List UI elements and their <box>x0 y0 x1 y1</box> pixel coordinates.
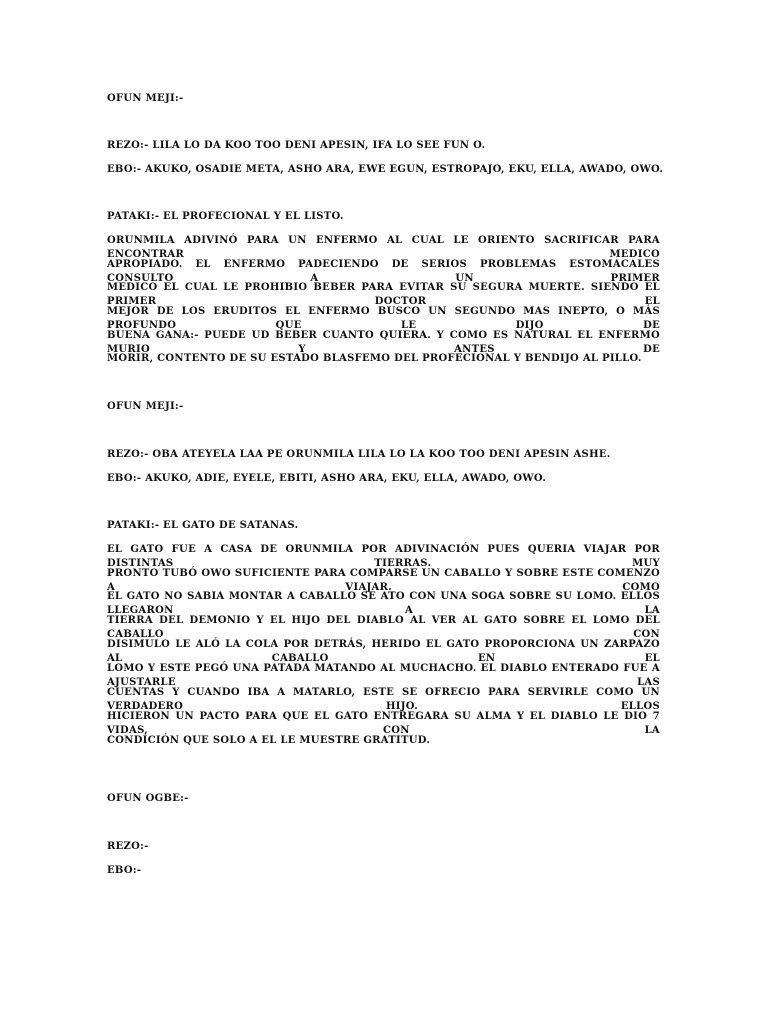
pataki-line: CONDICIÓN QUE SOLO A EL LE MUESTRE GRATITUD. <box>107 735 431 746</box>
pataki-line: LOMO Y ESTE PEGÓ UNA PATADA MATANDO AL MUCHACHO. EL DIABLO ENTERADO FUE A AJUSTARLE LAS <box>107 663 660 688</box>
pataki-line: DISIMULO LE ALÓ LA COLA POR DETRÁS, HERIDO EL GATO PROPORCIONA UN ZARPAZO AL CABALLO EN EL <box>107 639 660 664</box>
pataki-line: MEDICO EL CUAL LE PROHIBIO BEBER PARA EVITAR SU SEGURA MUERTE. SIENDO EL PRIMER DOCTOR EL <box>107 282 660 307</box>
rezo-line: REZO:- LILA LO DA KOO TOO DENI APESIN, IFA LO SEE FUN O. <box>107 140 486 151</box>
pataki-title: PATAKI:- EL GATO DE SATANAS. <box>107 520 299 531</box>
ebo-line: EBO:- AKUKO, ADIE, EYELE, EBITI, ASHO ARA, EKU, ELLA, AWADO, OWO. <box>107 473 547 484</box>
pataki-line: APROPIADO. EL ENFERMO PADECIENDO DE SERIOS PROBLEMAS ESTOMACALES CONSULTO A UN PRIMER <box>107 259 660 284</box>
pataki-title: PATAKI:- EL PROFECIONAL Y EL LISTO. <box>107 211 344 222</box>
pataki-line: CUENTAS Y CUANDO IBA A MATARLO, ESTE SE OFRECIO PARA SERVIRLE COMO UN VERDADERO HIJO. ELLOS <box>107 687 660 712</box>
rezo-line: REZO:- <box>107 841 149 852</box>
pataki-line: HICIERON UN PACTO PARA QUE EL GATO ENTREGARA SU ALMA Y EL DIABLO LE DIO 7 VIDAS, CON LA <box>107 711 660 736</box>
ebo-line: EBO:- AKUKO, OSADIE META, ASHO ARA, EWE EGUN, ESTROPAJO, EKU, ELLA, AWADO, OWO. <box>107 164 664 175</box>
ebo-line: EBO:- <box>107 865 142 876</box>
pataki-line: MORIR, CONTENTO DE SU ESTADO BLASFEMO DEL PROFECIONAL Y BENDIJO AL PILLO. <box>107 353 642 364</box>
pataki-line: BUENA GANA:- PUEDE UD BEBER CUANTO QUIERA. Y COMO ES NATURAL EL ENFERMO MURIO Y ANTES DE <box>107 330 660 355</box>
pataki-line: EL GATO NO SABIA MONTAR A CABALLO SE ATO CON UNA SOGA SOBRE SU LOMO. ELLOS LLEGARON A LA <box>107 591 660 616</box>
pataki-line: ORUNMILA ADIVINÓ PARA UN ENFERMO AL CUAL LE ORIENTO SACRIFICAR PARA ENCONTRAR MEDICO <box>107 235 660 260</box>
section-heading: OFUN MEJI:- <box>107 401 184 412</box>
pataki-line: EL GATO FUE A CASA DE ORUNMILA POR ADIVINACIÓN PUES QUERIA VIAJAR POR DISTINTAS TIERRAS. MUY <box>107 544 660 569</box>
section-heading: OFUN OGBE:- <box>107 793 189 804</box>
pataki-line: MEJOR DE LOS ERUDITOS EL ENFERMO BUSCO UN SEGUNDO MAS INEPTO, O MÁS PROFUNDO QUE LE DIJO DE <box>107 306 660 331</box>
rezo-line: REZO:- OBA ATEYELA LAA PE ORUNMILA LILA LO LA KOO TOO DENI APESIN ASHE. <box>107 449 611 460</box>
pataki-line: PRONTO TUBÓ OWO SUFICIENTE PARA COMPARSE UN CABALLO Y SOBRE ESTE COMENZO A VIAJAR. COMO <box>107 568 660 593</box>
pataki-line: TIERRA DEL DEMONIO Y EL HIJO DEL DIABLO AL VER AL GATO SOBRE EL LOMO DEL CABALLO CON <box>107 615 660 640</box>
section-heading: OFUN MEJI:- <box>107 93 184 104</box>
